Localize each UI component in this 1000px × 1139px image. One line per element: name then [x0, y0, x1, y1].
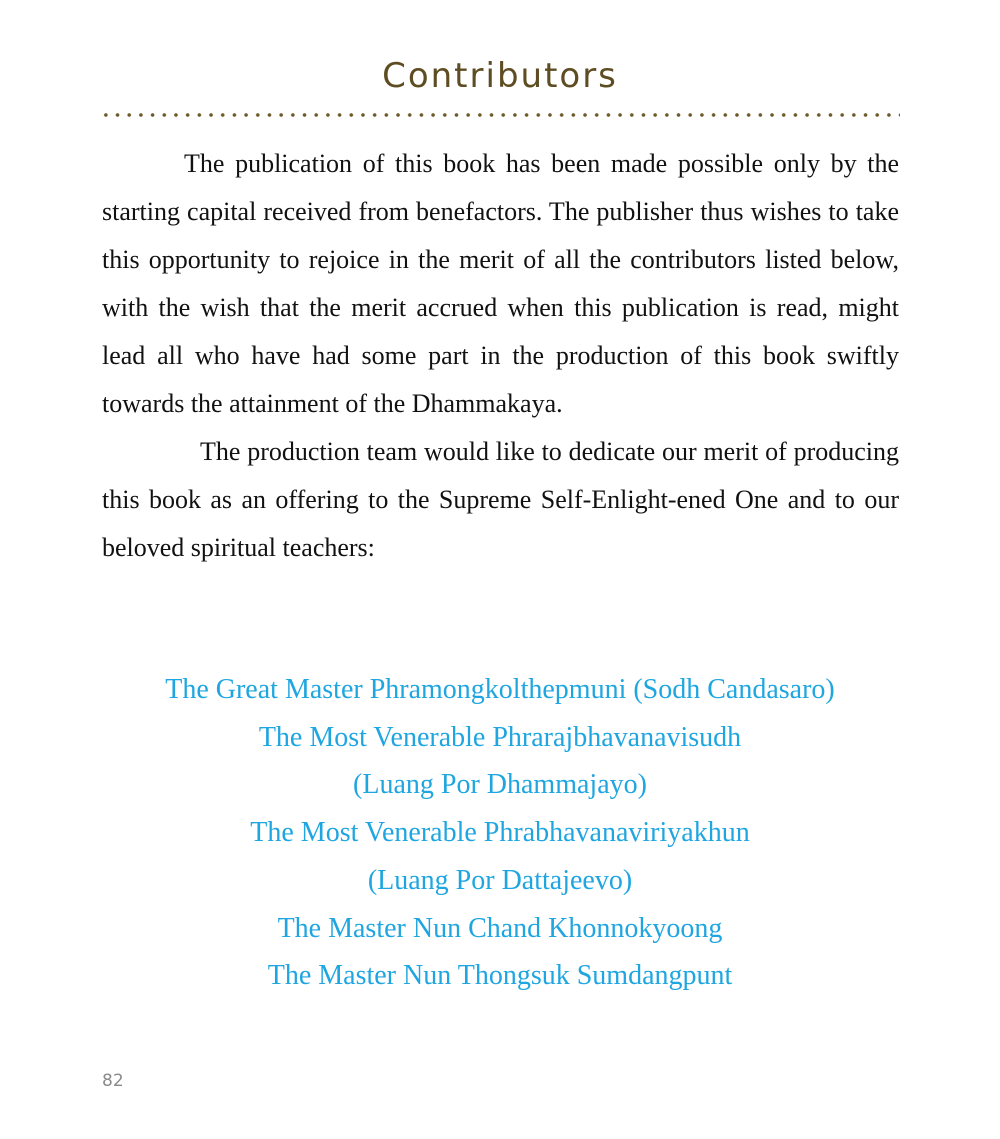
teacher-line: The Most Venerable Phrabhavanaviriyakhun [250, 817, 750, 849]
teacher-line: The Most Venerable Phrarajbhavanavisudh [258, 721, 742, 753]
page-number: 82 [102, 1071, 124, 1091]
body-text [102, 140, 899, 572]
teachers-list [60, 666, 940, 1000]
teacher-line: (Luang Por Dattajeevo) [367, 864, 633, 896]
teacher-line: The Master Nun Chand Khonnokyoong [277, 912, 723, 944]
page-title: Contributors [382, 56, 618, 96]
dotted-divider [100, 112, 900, 118]
teacher-line: The Great Master Phramongkolthepmuni (Sodh Candasaro) [165, 674, 835, 705]
dedication-paragraph: The production team would like to dedicate our merit of producing this book as an offering to the Supreme Self-Enlight-ened One and to our beloved spiritual teachers: [102, 437, 899, 562]
intro-paragraph: The publication of this book has been made possible only by the starting capital received from benefactors. The publisher thus wishes to take this opportunity to rejoice in the merit of all the contributors listed below, with the wish that the merit accrued when this publication is read, might lead all who have had some part in the production of this book swiftly towards the attainment of the Dhammakaya. [102, 149, 899, 418]
teacher-line: (Luang Por Dhammajayo) [353, 769, 647, 801]
teacher-line: The Master Nun Thongsuk Sumdangpunt [267, 960, 733, 992]
